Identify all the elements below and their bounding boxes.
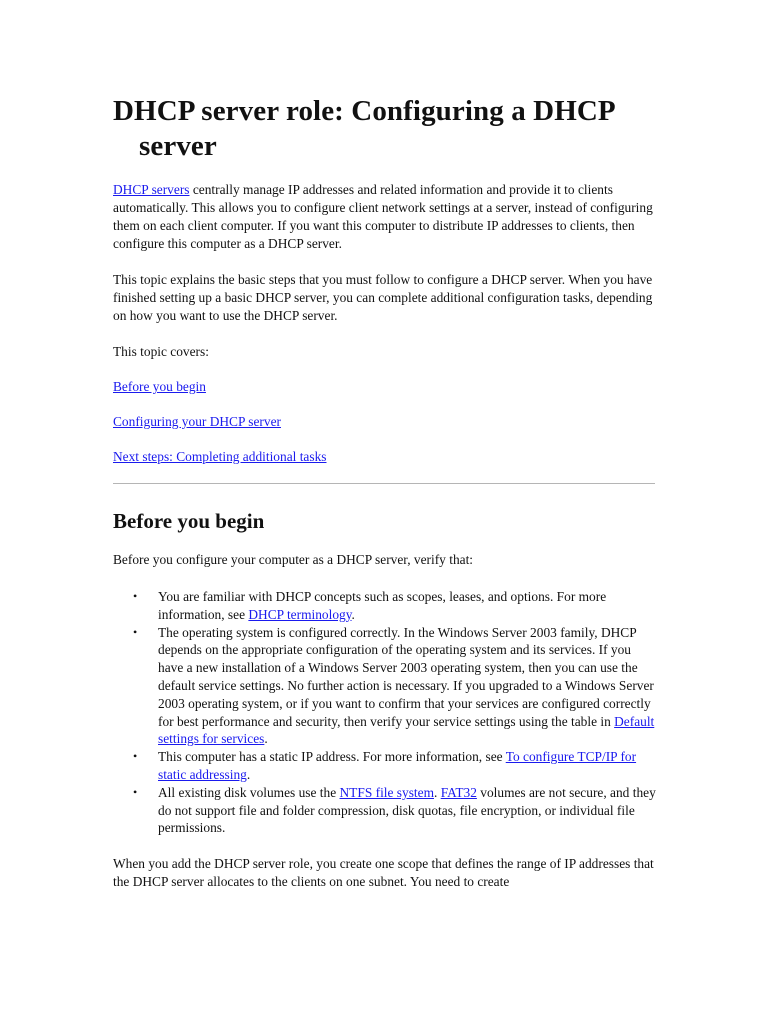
list-item: • You are familiar with DHCP concepts such as scopes, leases, and options. For more information, see DHCP terminology.: [158, 588, 658, 624]
before-you-begin-link[interactable]: Before you begin: [113, 379, 206, 394]
page-title: DHCP server role: Configuring a DHCP server: [113, 95, 615, 162]
dhcp-servers-link[interactable]: DHCP servers: [113, 182, 190, 197]
before-heading: Before you begin: [113, 509, 265, 533]
before-intro: Before you configure your computer as a DHCP server, verify that:: [113, 552, 474, 567]
covers-label: This topic covers:: [113, 344, 209, 359]
nav-item-next-steps: [113, 448, 658, 466]
dhcp-terminology-link[interactable]: DHCP terminology: [248, 606, 352, 622]
section-divider: [113, 483, 655, 484]
next-steps-link[interactable]: Next steps: Completing additional tasks: [113, 449, 327, 464]
configuring-dhcp-link[interactable]: Configuring your DHCP server: [113, 414, 281, 429]
document-content: [113, 94, 658, 891]
fat32-link[interactable]: FAT32: [440, 784, 477, 800]
nav-item-configuring: [113, 413, 658, 431]
ntfs-link[interactable]: NTFS file system: [339, 784, 434, 800]
tcpip-static-link[interactable]: To configure TCP/IP for static addressing: [158, 749, 637, 782]
topic-paragraph: This topic explains the basic steps that you must follow to configure a DHCP server. When you have finished setting up a basic DHCP server, you can complete additional configuration tasks, depending on how you want to use the DHCP server.: [113, 272, 653, 323]
intro-text: centrally manage IP addresses and related information and provide it to clients automatically. This allows you to configure client network settings at a server, instead of configuring them on each client computer. If you want this computer to distribute IP addresses to clients, then configure this computer as a DHCP server.: [113, 182, 653, 251]
scope-paragraph: When you add the DHCP server role, you create one scope that defines the range of IP addresses that the DHCP server allocates to the clients on one subnet. You need to create: [113, 856, 654, 890]
intro-paragraph: [113, 181, 658, 253]
requirements-list: [113, 588, 658, 837]
default-settings-link[interactable]: Default settings for services: [158, 713, 655, 747]
list-item: • All existing disk volumes use the NTFS file system. FAT32 volumes are not secure, and they do not support file and folder compression, disk quotas, file encryption, or individual file permissions.: [158, 784, 658, 837]
list-item: • The operating system is configured correctly. In the Windows Server 2003 family, DHCP depends on the appropriate configuration of the operating system and its services. If you have a new installation of a Windows Server 2003 operating system, then you can use the default service settings. No further action is necessary. If you upgraded to a Windows Server 2003 operating system, or if you want to confirm that your services are configured correctly for best performance and security, then verify your service settings using the table in Default settings for services.: [158, 624, 658, 749]
list-item: • This computer has a static IP address. For more information, see To configure TCP/IP for static addressing.: [158, 748, 658, 784]
nav-item-before-you-begin: [113, 378, 658, 396]
